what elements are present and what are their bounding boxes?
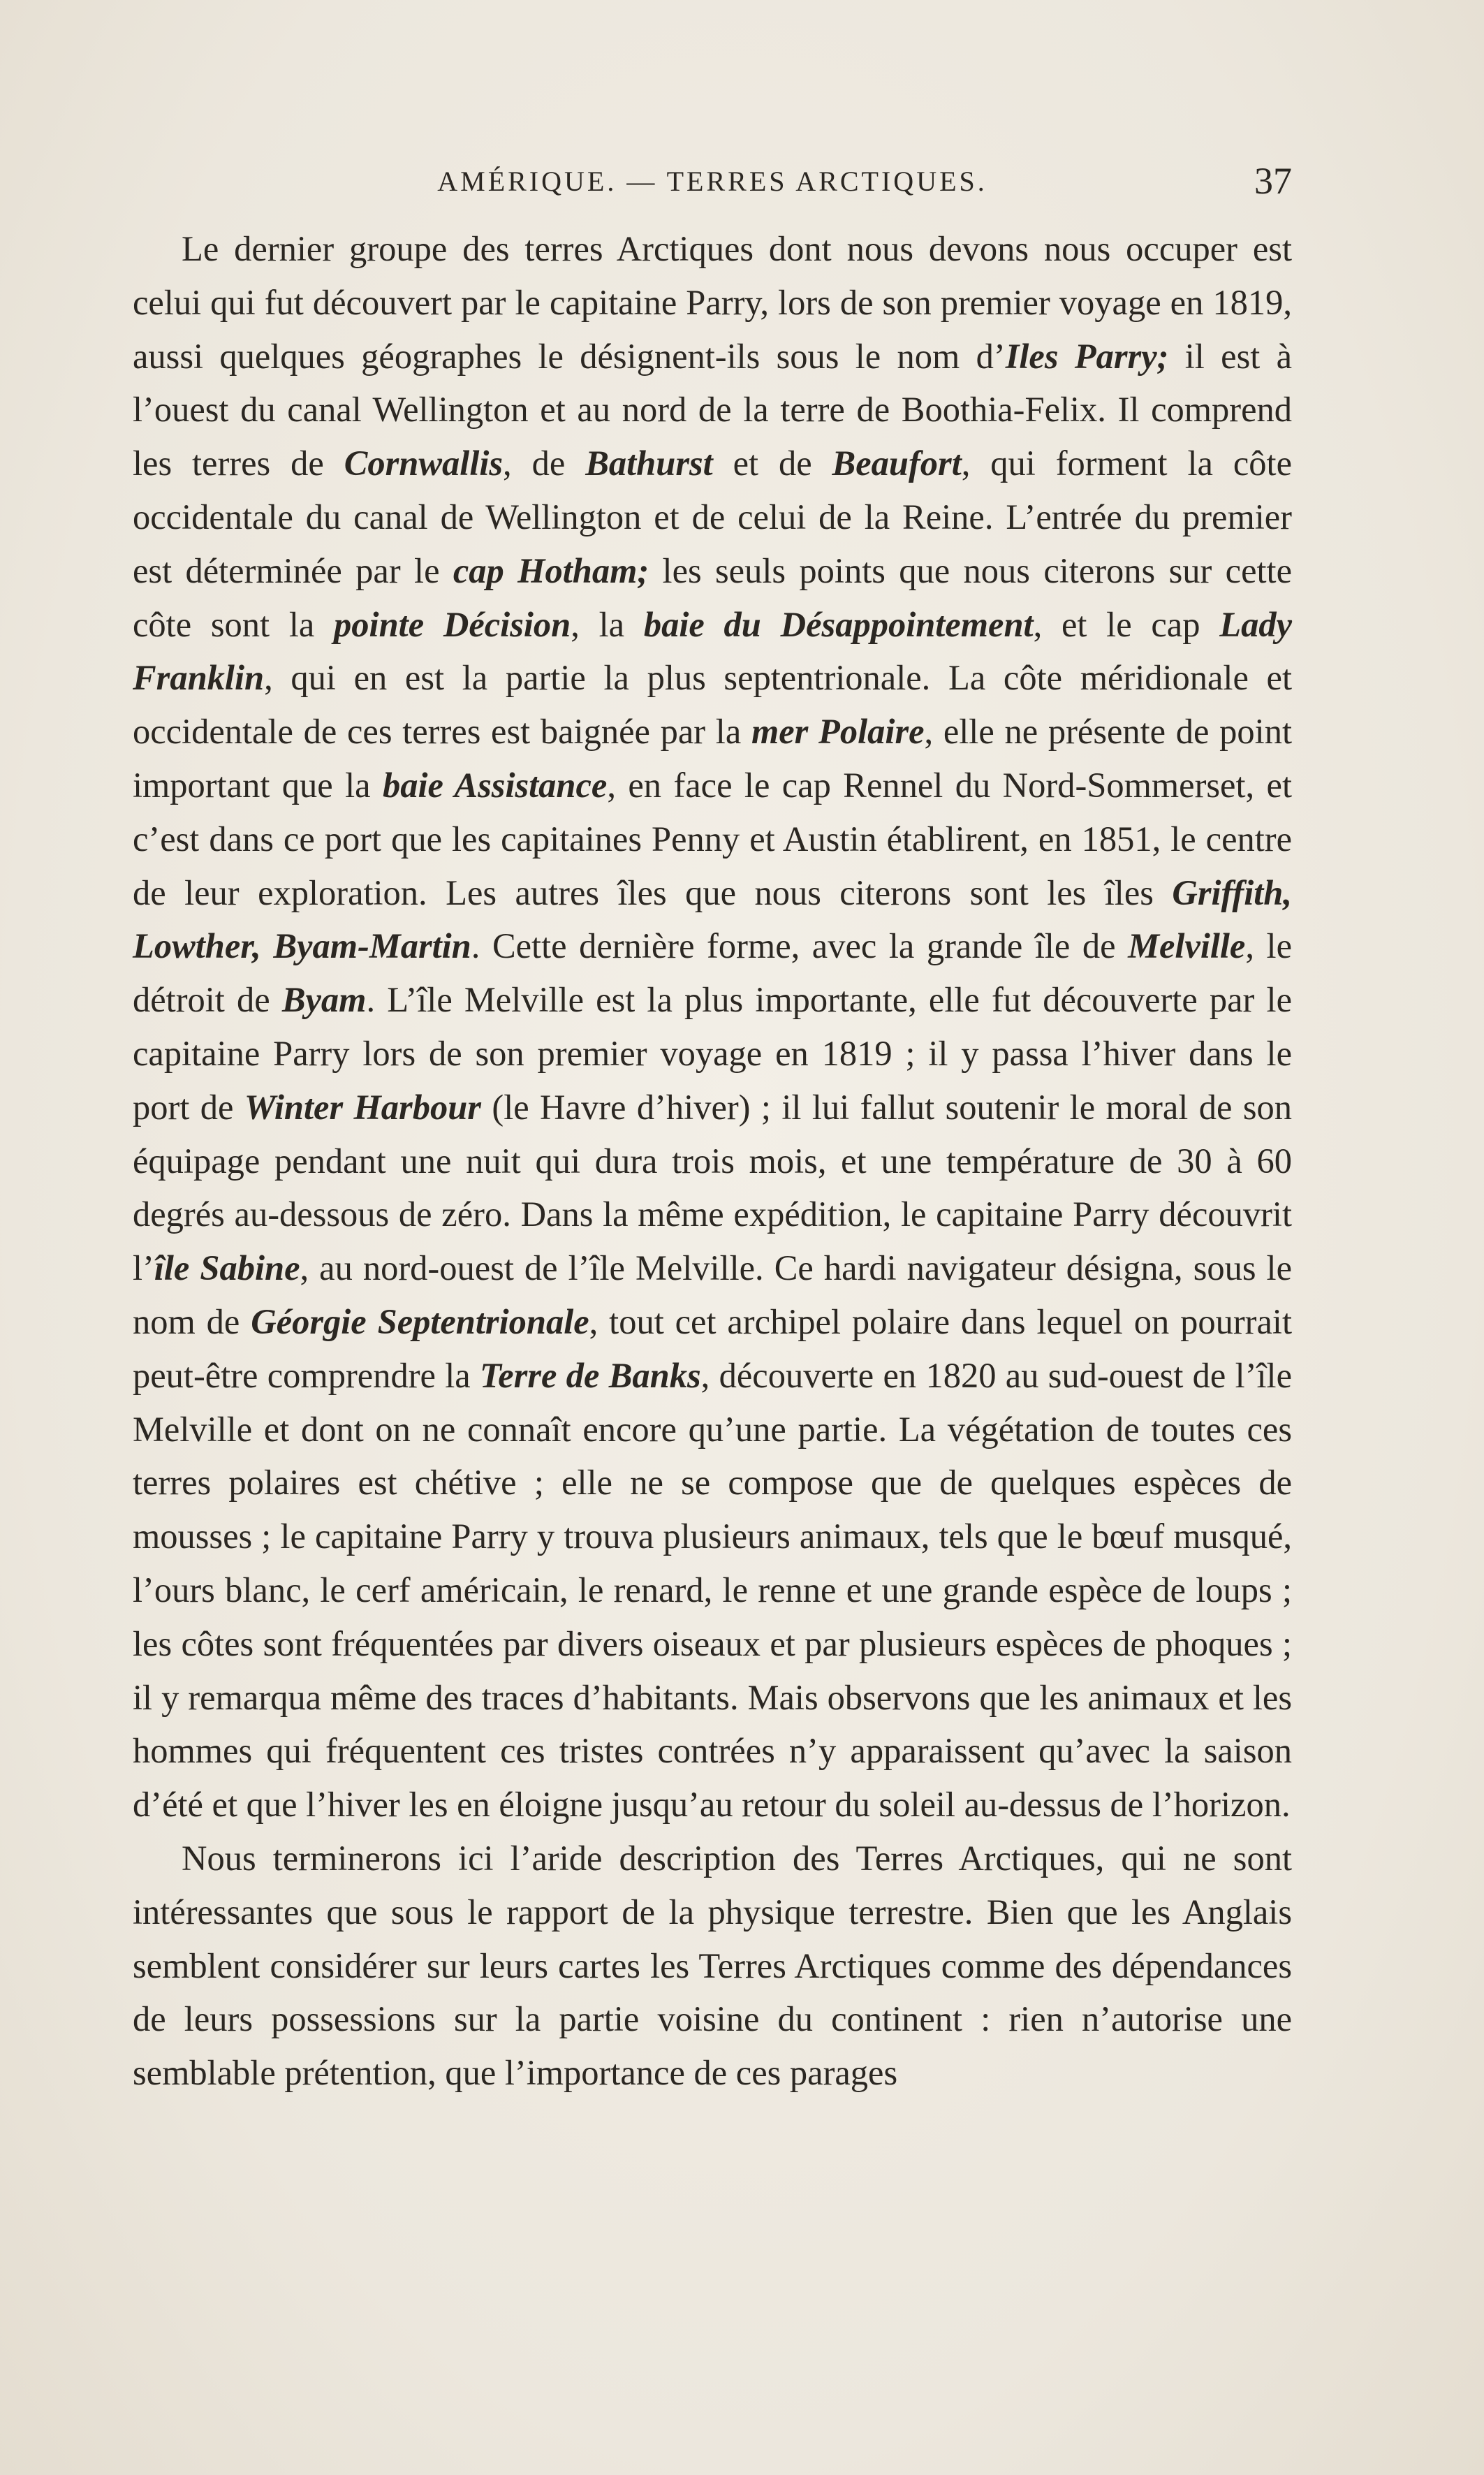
- text-run: Nous terminerons ici l’aride description des Terres Arctiques, qui ne sont intéressantes que sous le rapport de la physique terrestre. Bien que les Anglais semblent considérer sur leurs cartes les Terres Arctiques comme des dépendances de leurs possessions sur la partie voisine du continent : rien n’autorise une semblable prétention, que l’importance de ces parages: [133, 1838, 1292, 2093]
- italic-text-run: île Sabine: [154, 1248, 300, 1288]
- italic-text-run: pointe Décision: [334, 604, 571, 644]
- text-run: , le détroit de: [133, 926, 1292, 1020]
- italic-text-run: Iles Parry;: [1005, 336, 1169, 376]
- italic-text-run: Terre de Banks: [480, 1355, 701, 1395]
- text-run: (le Havre d’hiver) ; il lui fallut soutenir le moral de son équipage pendant une nuit qui dura trois mois, et une température de 30 à 60 degrés au-dessous de zéro. Dans la même expédition, le capitaine Parry découvrit l’: [133, 1087, 1292, 1288]
- italic-text-run: mer Polaire: [751, 712, 925, 752]
- text-run: , qui en est la partie la plus septentrionale. La côte méridionale et occidentale de ces terres est baignée par la: [133, 658, 1292, 752]
- italic-text-run: Byam: [281, 980, 367, 1020]
- italic-text-run: Beaufort: [832, 444, 962, 483]
- paragraph-1: [133, 222, 1292, 1832]
- running-title: AMÉRIQUE. — TERRES ARCTIQUES.: [437, 166, 987, 197]
- text-run: les seuls points que nous citerons sur cette côte sont la: [133, 550, 1292, 644]
- text-run: , et le cap: [1033, 604, 1220, 644]
- italic-text-run: Griffith, Lowther, Byam-Martin: [133, 873, 1292, 966]
- text-run: . L’île Melville est la plus importante, elle fut découverte par le capitaine Parry lors de son premier voyage en 1819 ; il y passa l’hiver dans le port de: [133, 980, 1292, 1127]
- text-run: , la: [571, 604, 644, 644]
- text-run: et de: [712, 444, 832, 483]
- text-run: Le dernier groupe des terres Arctiques dont nous devons nous occuper est celui qui fut découvert par le capitaine Parry, lors de son premier voyage en 1819, aussi quelques géographes le désignent-ils sous le nom d’: [133, 229, 1292, 376]
- page-number: 37: [1254, 160, 1292, 202]
- italic-text-run: Winter Harbour: [244, 1087, 481, 1127]
- italic-text-run: Lady Franklin: [133, 604, 1292, 698]
- italic-text-run: baie du Désappointement: [643, 604, 1034, 644]
- page-header: [133, 159, 1292, 201]
- text-run: . Cette dernière forme, avec la grande île de: [471, 926, 1129, 966]
- italic-text-run: Melville: [1128, 926, 1246, 966]
- italic-text-run: baie Assistance: [382, 765, 608, 805]
- text-run: , en face le cap Rennel du Nord-Sommerset, et c’est dans ce port que les capitaines Penny et Austin établirent, en 1851, le centre de leur exploration. Les autres îles que nous citerons sont les îles: [133, 765, 1292, 912]
- text-run: il est à l’ouest du canal Wellington et au nord de la terre de Boothia-Felix. Il comprend les terres de: [133, 336, 1292, 483]
- italic-text-run: Cornwallis: [344, 444, 504, 483]
- text-run: , au nord-ouest de l’île Melville. Ce hardi navigateur désigna, sous le nom de: [133, 1248, 1293, 1341]
- body-text: [133, 222, 1292, 2100]
- text-run: , elle ne présente de point important que la: [133, 712, 1292, 805]
- italic-text-run: Géorgie Septentrionale: [251, 1301, 589, 1341]
- text-run: , découverte en 1820 au sud-ouest de l’île Melville et dont on ne connaît encore qu’une partie. La végétation de toutes ces terres polaires est chétive ; elle ne se compose que de quelques espèces de mousses ; le capitaine Parry y trouva plusieurs animaux, tels que le bœuf musqué, l’ours blanc, le cerf américain, le renard, le renne et une grande espèce de loups ; les côtes sont fréquentées par divers oiseaux et par plusieurs espèces de phoques ; il y remarqua même des traces d’habitants. Mais observons que les animaux et les hommes qui fréquentent ces tristes contrées n’y apparaissent qu’avec la saison d’été et que l’hiver les en éloigne jusqu’au retour du soleil au-dessus de l’horizon.: [133, 1355, 1293, 1825]
- paragraph-2: [133, 1832, 1292, 2100]
- text-run: , tout cet archipel polaire dans lequel on pourrait peut-être comprendre la: [133, 1301, 1292, 1395]
- text-run: , de: [503, 444, 586, 483]
- italic-text-run: cap Hotham;: [453, 550, 649, 590]
- text-run: , qui forment la côte occidentale du canal de Wellington et de celui de la Reine. L’entrée du premier est déterminée par le: [133, 444, 1292, 590]
- italic-text-run: Bathurst: [585, 444, 713, 483]
